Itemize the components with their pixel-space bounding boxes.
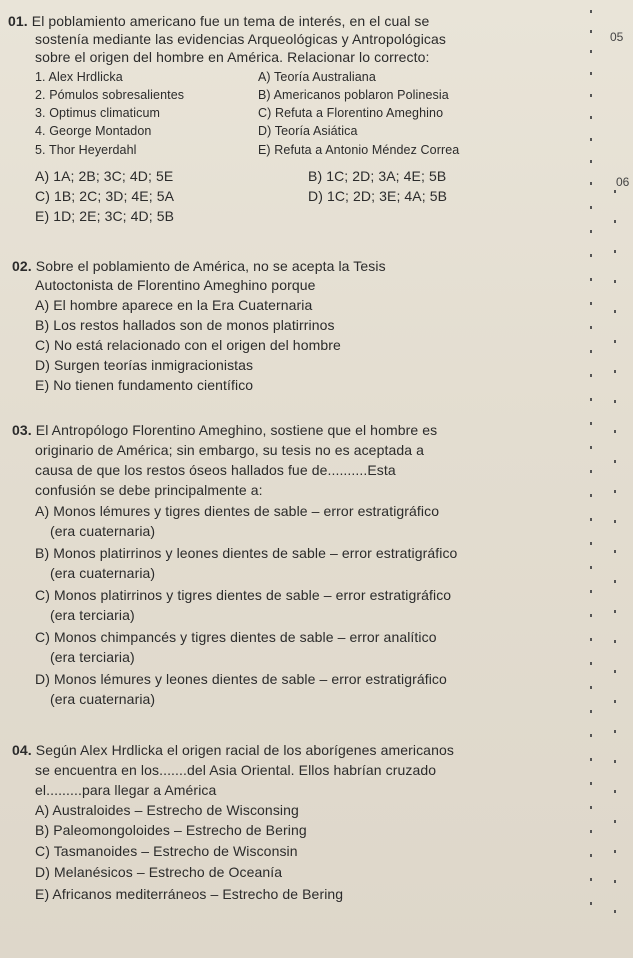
margin-dotted-line-outer <box>614 190 624 950</box>
q1-right-item-B: B) Americanos poblaron Polinesia <box>258 88 449 102</box>
margin-label-06: 06 <box>616 175 630 189</box>
q2-stem-line-1: 02. Sobre el poblamiento de América, no se acepta la Tesis <box>12 258 386 274</box>
q2-stem-line-2: Autoctonista de Florentino Ameghino porque <box>35 277 316 293</box>
q1-right-item-C: C) Refuta a Florentino Ameghino <box>258 106 444 120</box>
q3-stem-line-4: confusión se debe principalmente a: <box>35 482 263 498</box>
q2-option-E: E) No tienen fundamento científico <box>35 377 254 393</box>
q4-option-C: C) Tasmanoides – Estrecho de Wisconsin <box>35 843 298 859</box>
q1-left-item-2: 2. Pómulos sobresalientes <box>35 88 185 102</box>
q1-option-B: B) 1C; 2D; 3A; 4E; 5B <box>308 168 447 184</box>
q1-left-item-4: 4. George Montadon <box>35 124 152 138</box>
q3-option-B-line-1: B) Monos platirrinos y leones dientes de sable – error estratigráfico <box>35 545 458 561</box>
q1-stem-line-3: sobre el origen del hombre en América. Relacionar lo correcto: <box>35 49 430 65</box>
q3-option-A-line-1: A) Monos lémures y tigres dientes de sable – error estratigráfico <box>35 503 440 519</box>
q1-left-item-1: 1. Alex Hrdlicka <box>35 70 123 84</box>
q4-option-E: E) Africanos mediterráneos – Estrecho de Bering <box>35 886 344 902</box>
q4-stem-line-3: el.........para llegar a América <box>35 782 217 798</box>
q3-option-A-line-2: (era cuaternaria) <box>50 523 156 539</box>
q1-left-item-5: 5. Thor Heyerdahl <box>35 143 137 157</box>
q3-option-C-line-1: C) Monos platirrinos y tigres dientes de sable – error estratigráfico <box>35 587 452 603</box>
q3-stem-line-3: causa de que los restos óseos hallados fue de..........Esta <box>35 462 396 478</box>
q3-option-C-line-2: (era terciaria) <box>50 607 135 623</box>
q3-option-D-line-1: C) Monos chimpancés y tigres dientes de sable – error analítico <box>35 629 437 645</box>
q1-right-item-A: A) Teoría Australiana <box>258 70 376 84</box>
q1-option-C: C) 1B; 2C; 3D; 4E; 5A <box>35 188 175 204</box>
q1-right-item-E: E) Refuta a Antonio Méndez Correa <box>258 143 460 157</box>
margin-dotted-line <box>590 10 600 950</box>
q1-stem-line-1: 01. El poblamiento americano fue un tema de interés, en el cual se <box>8 13 430 29</box>
q1-stem-line-2: sostenía mediante las evidencias Arqueológicas y Antropológicas <box>35 31 446 47</box>
q1-option-D: D) 1C; 2D; 3E; 4A; 5B <box>308 188 448 204</box>
q3-stem-line-1: 03. El Antropólogo Florentino Ameghino, sostiene que el hombre es <box>12 422 438 438</box>
q2-option-C: C) No está relacionado con el origen del hombre <box>35 337 341 353</box>
q1-option-E: E) 1D; 2E; 3C; 4D; 5B <box>35 208 175 224</box>
q3-option-B-line-2: (era cuaternaria) <box>50 565 156 581</box>
q4-stem-line-2: se encuentra en los.......del Asia Oriental. Ellos habrían cruzado <box>35 762 437 778</box>
q4-option-A: A) Australoides – Estrecho de Wisconsing <box>35 802 299 818</box>
q3-option-D-line-2: (era terciaria) <box>50 649 135 665</box>
q1-left-item-3: 3. Optimus climaticum <box>35 106 161 120</box>
q4-option-B: B) Paleomongoloides – Estrecho de Bering <box>35 822 307 838</box>
q2-option-A: A) El hombre aparece en la Era Cuaternaria <box>35 297 313 313</box>
q3-option-E-line-1: D) Monos lémures y leones dientes de sable – error estratigráfico <box>35 671 447 687</box>
q1-option-A: A) 1A; 2B; 3C; 4D; 5E <box>35 168 174 184</box>
q2-option-D: D) Surgen teorías inmigracionistas <box>35 357 254 373</box>
q4-stem-line-1: 04. Según Alex Hrdlicka el origen racial de los aborígenes americanos <box>12 742 454 758</box>
q2-option-B: B) Los restos hallados son de monos platirrinos <box>35 317 335 333</box>
q3-stem-line-2: originario de América; sin embargo, su tesis no es aceptada a <box>35 442 424 458</box>
q1-right-item-D: D) Teoría Asiática <box>258 124 358 138</box>
q3-option-E-line-2: (era cuaternaria) <box>50 691 156 707</box>
q4-option-D: D) Melanésicos – Estrecho de Oceanía <box>35 864 283 880</box>
margin-label-05: 05 <box>610 30 624 44</box>
